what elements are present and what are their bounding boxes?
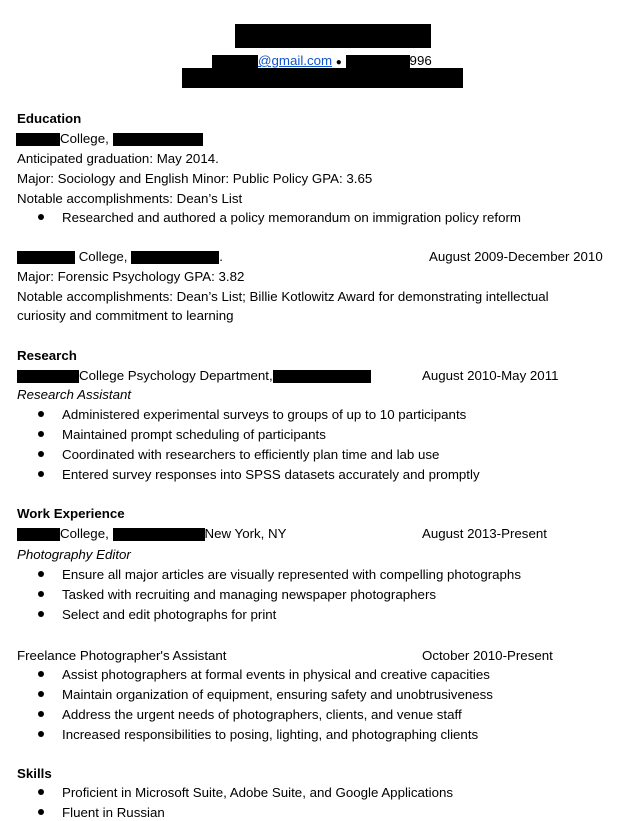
job1-college: College,	[60, 526, 109, 541]
list-item: Ensure all major articles are visually represented with compelling photographs	[38, 567, 521, 583]
bullet-icon	[38, 451, 44, 457]
list-item: Researched and authored a policy memorandum on immigration policy reform	[38, 210, 521, 226]
research-org-line	[17, 368, 371, 384]
contact-separator: ●	[335, 57, 342, 68]
phone-suffix: 996	[409, 53, 432, 68]
bullet-icon	[38, 711, 44, 717]
list-item: Maintain organization of equipment, ensuring safety and unobtrusiveness	[38, 687, 493, 703]
list-item: Address the urgent needs of photographers, clients, and venue staff	[38, 707, 462, 723]
list-item: Administered experimental surveys to groups of up to 10 participants	[38, 407, 466, 423]
redacted-name	[235, 24, 431, 48]
redacted-address	[182, 68, 463, 88]
bullet-icon	[38, 471, 44, 477]
job1-location: New York, NY	[204, 526, 287, 541]
list-item: Assist photographers at formal events in physical and creative capacities	[38, 667, 490, 683]
bullet-icon	[38, 214, 44, 220]
list-item: Tasked with recruiting and managing newspaper photographers	[38, 587, 436, 603]
redacted-job1-org	[113, 528, 205, 541]
redacted-email-user	[212, 55, 258, 68]
school1-major: Major: Sociology and English Minor: Public Policy GPA: 3.65	[17, 171, 373, 186]
job2-dates: October 2010-Present	[422, 648, 553, 663]
school2-college: College,	[78, 249, 128, 264]
list-item: Increased responsibilities to posing, lighting, and photographing clients	[38, 727, 478, 743]
work-heading: Work Experience	[17, 506, 125, 521]
redacted-school1-location	[113, 133, 203, 146]
email-link[interactable]: @gmail.com	[258, 53, 333, 68]
school2-major: Major: Forensic Psychology GPA: 3.82	[17, 269, 245, 284]
bullet-icon	[38, 431, 44, 437]
bullet-icon	[38, 691, 44, 697]
redacted-phone	[346, 55, 410, 68]
redacted-school1	[16, 133, 60, 146]
school2-dates: August 2009-December 2010	[429, 249, 603, 264]
redacted-school2	[17, 251, 75, 264]
bullet-icon	[38, 411, 44, 417]
school2-line: College, .	[17, 249, 223, 265]
bullet-icon	[38, 671, 44, 677]
research-heading: Research	[17, 348, 77, 363]
education-heading: Education	[17, 111, 82, 126]
list-item: Proficient in Microsoft Suite, Adobe Suite, and Google Applications	[38, 785, 453, 801]
list-item: Coordinated with researchers to efficiently plan time and lab use	[38, 447, 439, 463]
contact-line	[212, 53, 432, 69]
school1-accomplishments: Notable accomplishments: Dean’s List	[17, 191, 243, 206]
school1-graduation: Anticipated graduation: May 2014.	[17, 151, 219, 166]
list-item: Fluent in Russian	[38, 805, 165, 821]
school2-accomplishments-cont: curiosity and commitment to learning	[17, 308, 234, 323]
research-department: College Psychology Department,	[79, 368, 273, 383]
skills-heading: Skills	[17, 766, 52, 781]
research-title: Research Assistant	[17, 387, 132, 402]
bullet-icon	[38, 591, 44, 597]
school1-line	[17, 131, 203, 147]
job1-org-line	[17, 526, 287, 542]
bullet-icon	[38, 789, 44, 795]
research-dates: August 2010-May 2011	[422, 368, 559, 383]
bullet-icon	[38, 731, 44, 737]
redacted-job1-school	[17, 528, 60, 541]
job2-title: Freelance Photographer's Assistant	[17, 648, 227, 663]
list-item: Select and edit photographs for print	[38, 607, 276, 623]
list-item: Maintained prompt scheduling of participants	[38, 427, 326, 443]
bullet-icon	[38, 809, 44, 815]
bullet-icon	[38, 611, 44, 617]
redacted-school2-location	[131, 251, 219, 264]
job1-title: Photography Editor	[17, 547, 131, 562]
job1-dates: August 2013-Present	[422, 526, 547, 541]
bullet-icon	[38, 571, 44, 577]
school2-accomplishments: Notable accomplishments: Dean’s List; Billie Kotlowitz Award for demonstrating intellectual	[17, 289, 549, 304]
redacted-research-location	[273, 370, 371, 383]
list-item: Entered survey responses into SPSS datasets accurately and promptly	[38, 467, 480, 483]
redacted-research-school	[17, 370, 79, 383]
school1-college: College,	[60, 131, 109, 146]
